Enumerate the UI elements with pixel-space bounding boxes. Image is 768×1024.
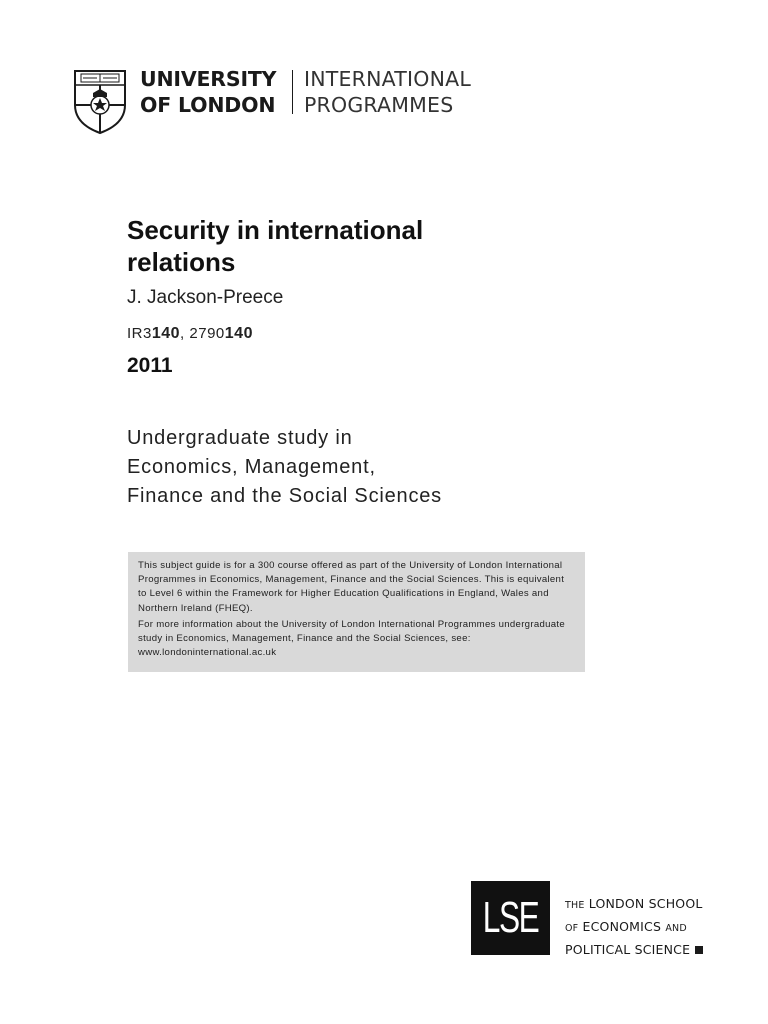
course-codes bbox=[127, 325, 253, 343]
study-line-1: Undergraduate study in bbox=[127, 427, 353, 449]
document-title bbox=[127, 214, 527, 278]
lse-line-1-rest: LONDON SCHOOL bbox=[588, 896, 703, 911]
lse-logo-text: LSE bbox=[482, 893, 539, 942]
info-paragraph-2: For more information about the University of London International Programmes undergraduate study in Economics, Management, Finance and the Social Sciences, see: www.londoninternational.ac.uk bbox=[138, 618, 565, 659]
code-bold-1: 140 bbox=[151, 325, 181, 342]
study-line-3: Finance and the Social Sciences bbox=[127, 485, 442, 507]
logo-divider bbox=[292, 70, 293, 114]
programme-name bbox=[304, 66, 471, 118]
lse-name bbox=[565, 893, 703, 960]
info-paragraph-1: This subject guide is for a 300 course offered as part of the University of London International Programmes in Economics, Management, Finance and the Social Sciences. This is equivalent to Level 6 within the Framework for Higher Education Qualifications in England, Wales and Northern Ireland (FHEQ). bbox=[138, 560, 565, 614]
lse-line-1 bbox=[565, 893, 703, 916]
university-name bbox=[140, 66, 276, 118]
code-prefix-2: 2790 bbox=[189, 325, 225, 342]
title-line-1: Security in international bbox=[127, 215, 424, 245]
lse-line-1-small: THE bbox=[565, 900, 585, 911]
study-line-2: Economics, Management, bbox=[127, 456, 376, 478]
lse-logo bbox=[471, 881, 550, 955]
study-programme bbox=[127, 424, 442, 511]
code-prefix-1: IR3 bbox=[127, 325, 152, 342]
lse-line-3-text: POLITICAL SCIENCE bbox=[565, 942, 691, 957]
programme-line-1: INTERNATIONAL bbox=[304, 67, 471, 91]
title-line-2: relations bbox=[127, 247, 236, 277]
code-bold-2: 140 bbox=[224, 325, 253, 342]
code-separator: , bbox=[180, 325, 190, 342]
author: J. Jackson-Preece bbox=[127, 287, 284, 308]
university-crest-icon bbox=[73, 69, 127, 135]
lse-line-2-mid: ECONOMICS bbox=[582, 919, 662, 934]
lse-line-2-small: OF bbox=[565, 923, 579, 934]
university-line-2: OF LONDON bbox=[140, 93, 276, 117]
lse-line-3 bbox=[565, 939, 703, 960]
lse-line-2-small-2: AND bbox=[665, 923, 687, 934]
programme-line-2: PROGRAMMES bbox=[304, 93, 454, 117]
university-line-1: UNIVERSITY bbox=[140, 67, 277, 91]
year: 2011 bbox=[127, 354, 173, 377]
info-box bbox=[128, 552, 585, 672]
lse-line-2 bbox=[565, 916, 703, 939]
square-icon bbox=[695, 946, 703, 954]
